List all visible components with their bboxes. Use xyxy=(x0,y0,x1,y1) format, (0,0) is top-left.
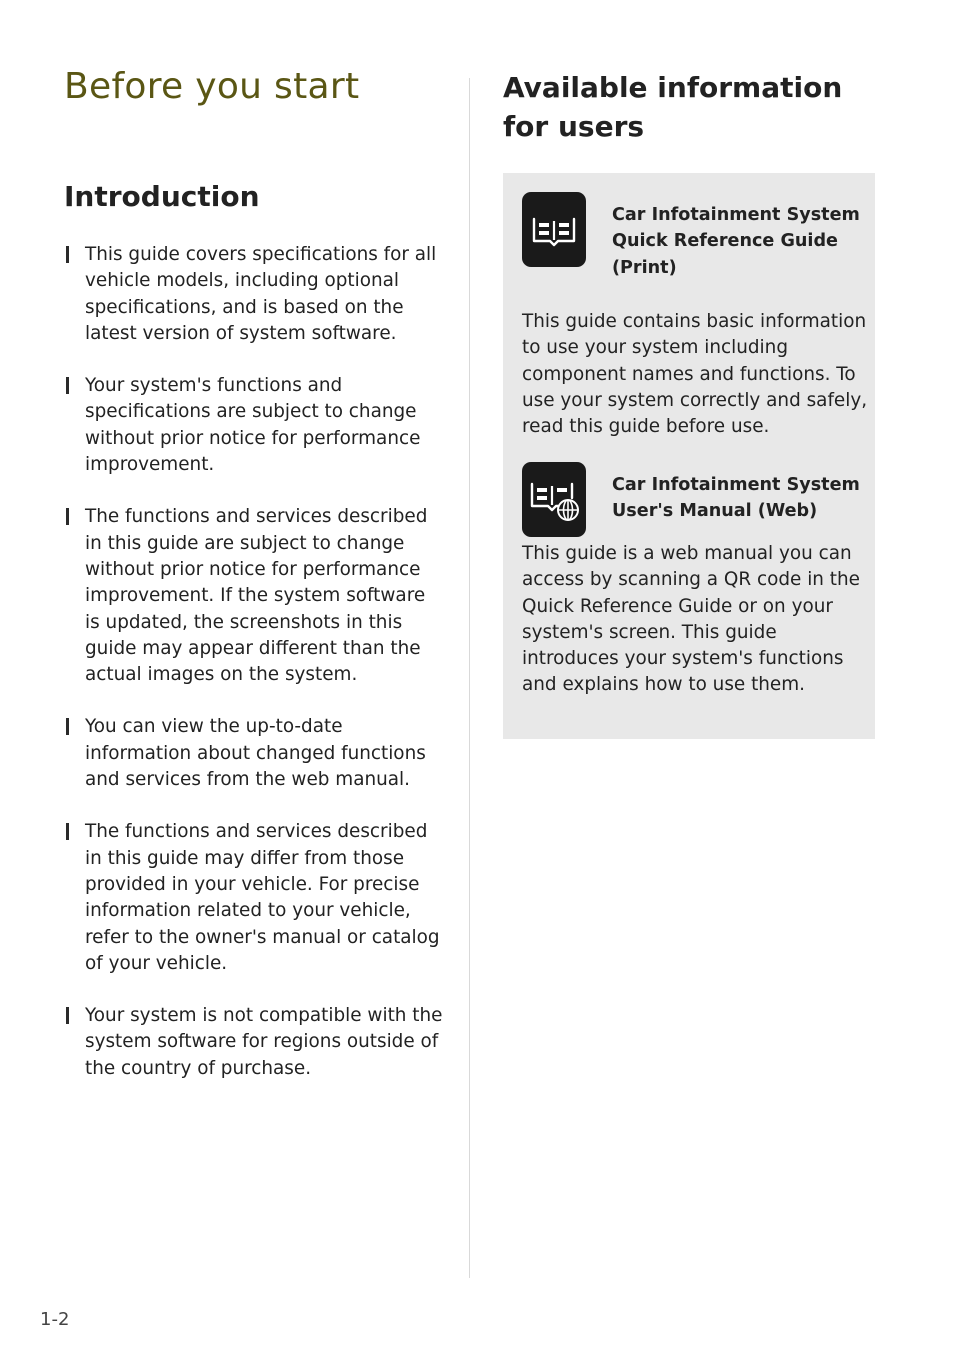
web-manual-icon xyxy=(522,462,586,537)
bullet-item: You can view the up-to-date information about changed functions and services from the web manual. xyxy=(64,714,444,793)
bullet-item: Your system's functions and specifications are subject to change without prior notice for performance improvement. xyxy=(64,373,444,478)
bullet-item: Your system is not compatible with the system software for regions outside of the country of purchase. xyxy=(64,1003,444,1082)
guide-description: This guide is a web manual you can access by scanning a QR code in the Quick Reference Guide or on your system's screen. This guide introduces your system's functions and explains how to use them. xyxy=(522,543,860,696)
introduction-bullet-list xyxy=(64,242,444,1082)
bullet-item: The functions and services described in this guide are subject to change without prior notice for performance improvement. If the system software is updated, the screenshots in this guide may appear different than the actual images on the system. xyxy=(64,504,444,688)
guide-web-manual xyxy=(522,457,874,699)
column-divider xyxy=(469,78,470,1278)
introduction-title: Introduction xyxy=(64,180,260,213)
page-number: 1-2 xyxy=(40,1309,70,1330)
guide-quick-reference xyxy=(522,187,874,440)
available-info-box xyxy=(503,173,875,739)
guide-name: Car Infotainment System User's Manual (Web) xyxy=(612,475,860,522)
introduction-section xyxy=(64,178,444,1108)
chapter-title: Before you start xyxy=(64,66,360,107)
guide-name: Car Infotainment System Quick Reference Guide (Print) xyxy=(612,205,860,278)
bullet-item: The functions and services described in this guide may differ from those provided in your vehicle. For precise information related to your vehicle, refer to the owner's manual or catalog of your vehicle. xyxy=(64,819,444,977)
available-info-title: Available information for users xyxy=(503,71,843,143)
book-icon xyxy=(522,192,586,267)
guide-description: This guide contains basic information to use your system including component names and functions. To use your system correctly and safely, read this guide before use. xyxy=(522,311,868,438)
bullet-item: This guide covers specifications for all vehicle models, including optional specifications, and is based on the latest version of system software. xyxy=(64,242,444,347)
